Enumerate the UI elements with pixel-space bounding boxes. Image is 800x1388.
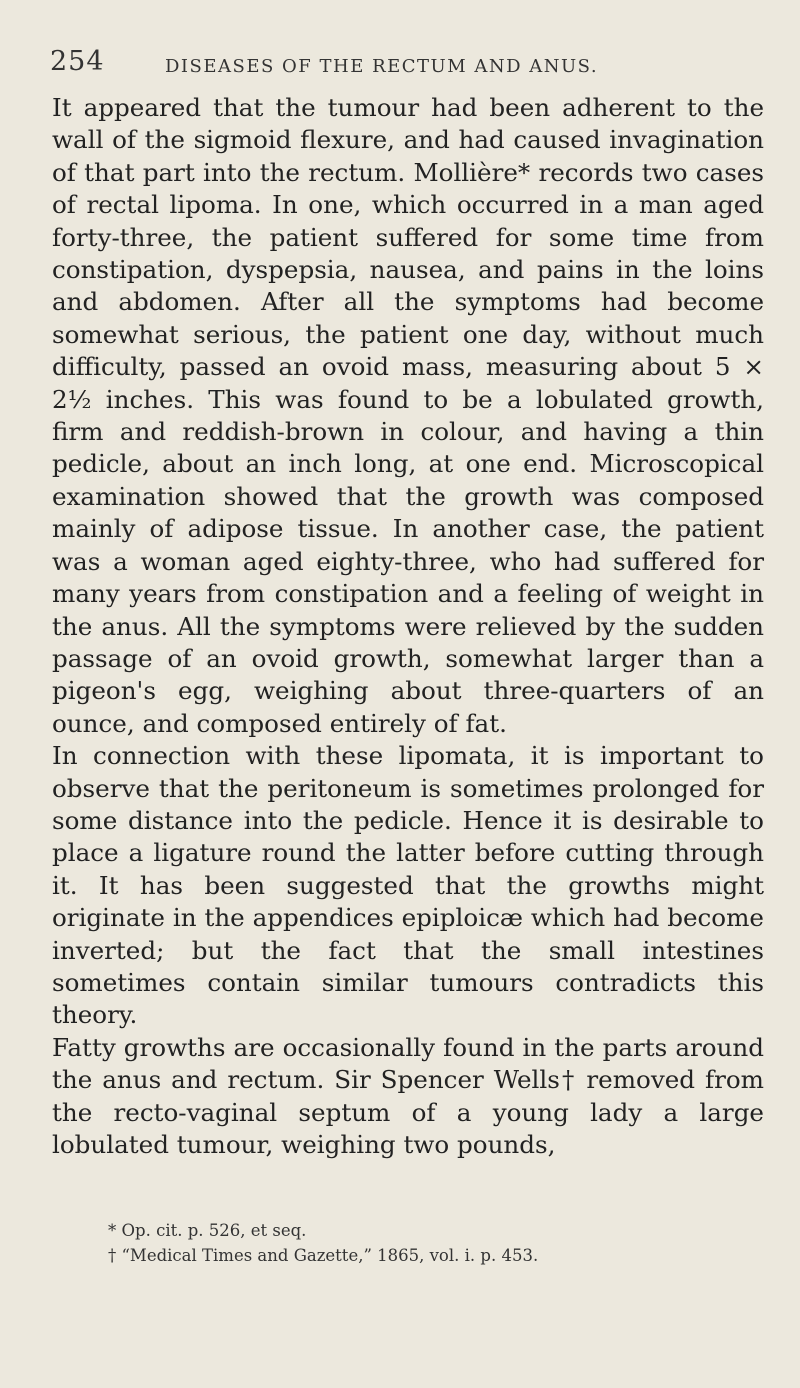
paragraph-3: Fatty growths are occasionally found in the parts around the anus and rectum. Sir Spencer Wells† removed from the recto-vaginal septum of a young lady a large lobulated tumour, weighing two pounds, — [52, 1032, 764, 1159]
running-head: DISEASES OF THE RECTUM AND ANUS. — [165, 56, 599, 77]
footnote-1: * Op. cit. p. 526, et seq. — [108, 1221, 307, 1240]
page-number: 254 — [50, 46, 105, 77]
page-header — [50, 42, 770, 82]
body-text — [52, 92, 764, 1161]
paragraph-2: In connection with these lipomata, it is important to observe that the peritoneum is sometimes prolonged for some distance into the pedicle. Hence it is desirable to place a ligature round the latter before cutting through it. It has been suggested that the growths might originate in the appendices epiploicæ which had become inverted; but the fact that the small intestines sometimes contain similar tumours contradicts this theory. — [52, 741, 764, 1030]
paragraph-1: It appeared that the tumour had been adherent to the wall of the sigmoid flexure, and had caused invagination of that part into the rectum. Mollière* records two cases of rectal lipoma. In one, which occurred in a man aged forty-three, the patient suffered for some time from constipation, dyspepsia, nausea, and pains in the loins and abdomen. After all the symptoms had become somewhat serious, the patient one day, without much difficulty, passed an ovoid mass, measuring about 5 × 2½ inches. This was found to be a lobulated growth, firm and reddish-brown in colour, and having a thin pedicle, about an inch long, at one end. Microscopical examination showed that the growth was composed mainly of adipose tissue. In another case, the patient was a woman aged eighty-three, who had suffered for many years from constipation and a feeling of weight in the anus. All the symptoms were relieved by the sudden passage of an ovoid growth, somewhat larger than a pigeon's egg, weighing about three-quarters of an ounce, and composed entirely of fat. — [52, 93, 764, 738]
footnotes — [108, 1218, 768, 1268]
footnote-2: † “Medical Times and Gazette,” 1865, vol. i. p. 453. — [108, 1246, 539, 1265]
